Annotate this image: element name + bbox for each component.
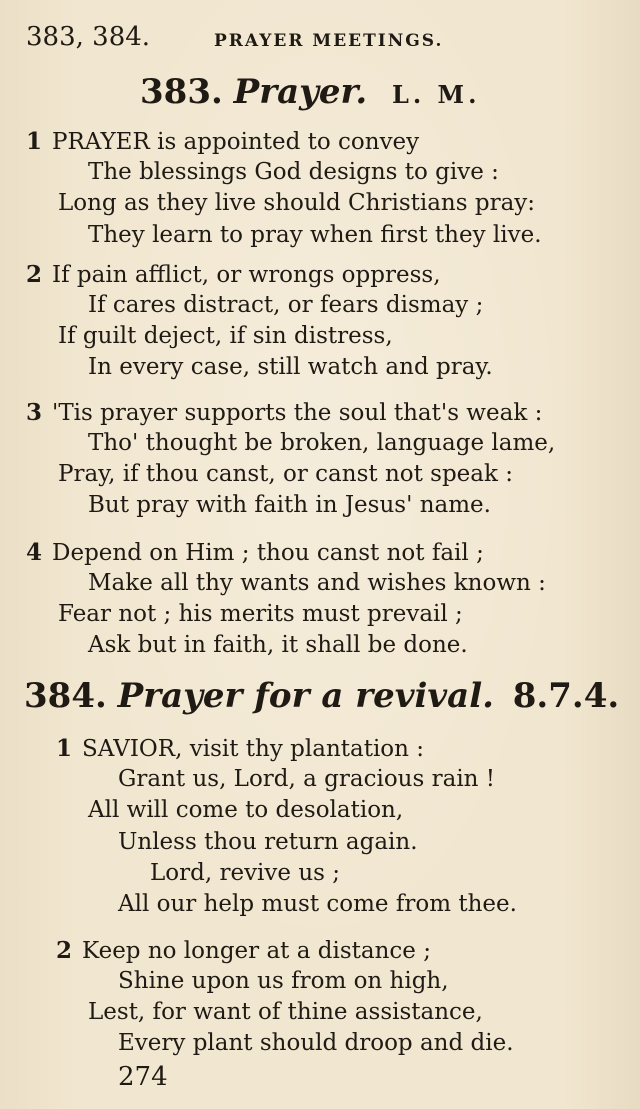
header-hymn-numbers: 383, 384. xyxy=(26,22,151,52)
verse-line: The blessings God designs to give : xyxy=(88,159,499,185)
verse-line: In every case, still watch and pray. xyxy=(88,354,493,380)
verse-line: SAVIOR, visit thy plantation : xyxy=(82,736,425,762)
verse-first-line xyxy=(56,935,431,967)
verse-line: Ask but in faith, it shall be done. xyxy=(88,632,468,658)
verse-line: Long as they live should Christians pray: xyxy=(58,190,536,216)
hymn-meter: L. M. xyxy=(391,80,481,109)
verse-line: If guilt deject, if sin distress, xyxy=(58,323,393,349)
verse-number: 1 xyxy=(26,128,43,155)
verse-line: Grant us, Lord, a gracious rain ! xyxy=(118,766,496,792)
verse-line: PRAYER is appointed to convey xyxy=(52,129,420,155)
verse-number: 4 xyxy=(26,539,43,566)
hymn-383-title xyxy=(140,72,480,112)
hymn-384-title xyxy=(24,676,619,716)
hymn-number: 384. xyxy=(24,676,107,716)
hymn-name: Prayer. xyxy=(233,72,368,112)
header-section-title: PRAYER MEETINGS. xyxy=(214,31,444,51)
verse-number: 1 xyxy=(56,735,73,762)
verse-line: Keep no longer at a distance ; xyxy=(82,938,431,964)
verse-line: Fear not ; his merits must prevail ; xyxy=(58,601,463,627)
verse-line: They learn to pray when first they live. xyxy=(88,222,542,248)
verse-first-line xyxy=(26,259,441,291)
verse-line: All will come to desolation, xyxy=(88,797,404,823)
hymn-meter: 8.7.4. xyxy=(512,676,620,716)
page-number: 274 xyxy=(118,1062,168,1092)
verse-line: All our help must come from thee. xyxy=(118,891,517,917)
verse-number: 2 xyxy=(26,261,43,288)
running-header xyxy=(26,22,620,52)
verse-line: Tho' thought be broken, language lame, xyxy=(88,430,556,456)
verse-first-line xyxy=(26,126,419,158)
verse-line: But pray with faith in Jesus' name. xyxy=(88,492,491,518)
verse-line: Unless thou return again. xyxy=(118,829,418,855)
verse-line: Lord, revive us ; xyxy=(150,860,341,886)
verse-line: If pain afflict, or wrongs oppress, xyxy=(52,262,441,288)
hymn-number: 383. xyxy=(140,72,223,112)
verse-first-line xyxy=(56,733,424,765)
verse-first-line xyxy=(26,537,484,569)
verse-number: 3 xyxy=(26,399,43,426)
verse-line: Depend on Him ; thou canst not fail ; xyxy=(52,540,484,566)
verse-line: Make all thy wants and wishes known : xyxy=(88,570,546,596)
verse-first-line xyxy=(26,397,542,429)
hymn-name: Prayer for a revival. xyxy=(117,676,494,716)
verse-line: Every plant should droop and die. xyxy=(118,1030,514,1056)
verse-number: 2 xyxy=(56,937,73,964)
verse-line: Shine upon us from on high, xyxy=(118,968,449,994)
verse-line: Lest, for want of thine assistance, xyxy=(88,999,483,1025)
verse-line: If cares distract, or fears dismay ; xyxy=(88,292,484,318)
verse-line: 'Tis prayer supports the soul that's weak : xyxy=(52,400,543,426)
verse-line: Pray, if thou canst, or canst not speak : xyxy=(58,461,514,487)
